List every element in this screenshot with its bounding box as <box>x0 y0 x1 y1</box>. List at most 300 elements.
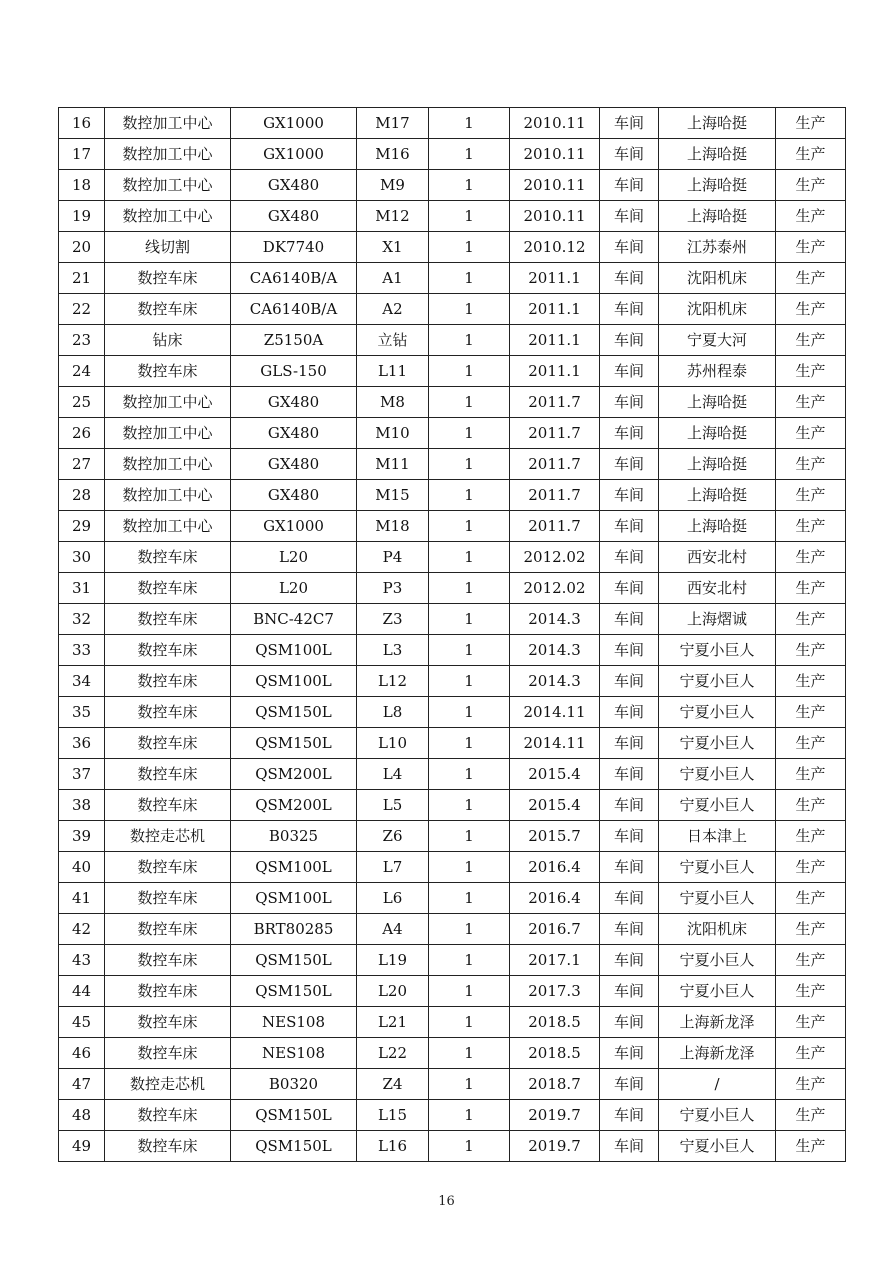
cell-equipment-name: 数控车床 <box>105 263 231 294</box>
cell-location: 车间 <box>600 573 659 604</box>
table-row <box>59 604 846 635</box>
cell-status: 生产 <box>776 852 846 883</box>
cell-location: 车间 <box>600 790 659 821</box>
cell-quantity: 1 <box>429 294 510 325</box>
cell-purchase-date: 2018.5 <box>510 1007 600 1038</box>
cell-status: 生产 <box>776 883 846 914</box>
cell-purchase-date: 2018.7 <box>510 1069 600 1100</box>
table-row <box>59 511 846 542</box>
cell-status: 生产 <box>776 387 846 418</box>
table-row <box>59 139 846 170</box>
cell-manufacturer: 上海哈挺 <box>659 108 776 139</box>
cell-quantity: 1 <box>429 170 510 201</box>
cell-equipment-code: M15 <box>357 480 429 511</box>
cell-status: 生产 <box>776 945 846 976</box>
cell-location: 车间 <box>600 821 659 852</box>
cell-manufacturer: 上海哈挺 <box>659 449 776 480</box>
cell-location: 车间 <box>600 139 659 170</box>
cell-purchase-date: 2014.11 <box>510 728 600 759</box>
cell-manufacturer: 西安北村 <box>659 573 776 604</box>
cell-status: 生产 <box>776 1069 846 1100</box>
cell-equipment-code: L4 <box>357 759 429 790</box>
table-row <box>59 1069 846 1100</box>
cell-location: 车间 <box>600 1100 659 1131</box>
cell-purchase-date: 2011.1 <box>510 294 600 325</box>
cell-quantity: 1 <box>429 1100 510 1131</box>
cell-manufacturer: 上海哈挺 <box>659 418 776 449</box>
cell-purchase-date: 2011.1 <box>510 356 600 387</box>
cell-equipment-code: L19 <box>357 945 429 976</box>
cell-status: 生产 <box>776 728 846 759</box>
cell-purchase-date: 2011.7 <box>510 418 600 449</box>
cell-purchase-date: 2011.7 <box>510 511 600 542</box>
cell-model: NES108 <box>231 1038 357 1069</box>
cell-equipment-name: 数控车床 <box>105 666 231 697</box>
cell-equipment-code: M10 <box>357 418 429 449</box>
cell-manufacturer: 宁夏小巨人 <box>659 883 776 914</box>
cell-location: 车间 <box>600 1069 659 1100</box>
cell-equipment-code: 立钻 <box>357 325 429 356</box>
cell-status: 生产 <box>776 325 846 356</box>
cell-quantity: 1 <box>429 449 510 480</box>
cell-manufacturer: 宁夏大河 <box>659 325 776 356</box>
table-row <box>59 759 846 790</box>
cell-purchase-date: 2016.4 <box>510 883 600 914</box>
cell-location: 车间 <box>600 883 659 914</box>
cell-model: QSM150L <box>231 1131 357 1162</box>
cell-status: 生产 <box>776 666 846 697</box>
cell-equipment-name: 数控加工中心 <box>105 139 231 170</box>
cell-equipment-name: 数控加工中心 <box>105 480 231 511</box>
cell-equipment-code: L21 <box>357 1007 429 1038</box>
table-row <box>59 387 846 418</box>
cell-equipment-code: L22 <box>357 1038 429 1069</box>
cell-equipment-name: 数控车床 <box>105 573 231 604</box>
cell-equipment-code: Z3 <box>357 604 429 635</box>
cell-manufacturer: 沈阳机床 <box>659 914 776 945</box>
cell-equipment-name: 数控车床 <box>105 790 231 821</box>
cell-location: 车间 <box>600 387 659 418</box>
cell-status: 生产 <box>776 449 846 480</box>
cell-equipment-name: 数控车床 <box>105 728 231 759</box>
cell-equipment-code: L7 <box>357 852 429 883</box>
cell-location: 车间 <box>600 108 659 139</box>
cell-quantity: 1 <box>429 480 510 511</box>
cell-model: QSM200L <box>231 790 357 821</box>
cell-purchase-date: 2016.7 <box>510 914 600 945</box>
cell-purchase-date: 2010.11 <box>510 170 600 201</box>
cell-purchase-date: 2011.7 <box>510 480 600 511</box>
cell-status: 生产 <box>776 542 846 573</box>
cell-status: 生产 <box>776 1100 846 1131</box>
cell-quantity: 1 <box>429 914 510 945</box>
cell-equipment-code: A1 <box>357 263 429 294</box>
cell-equipment-name: 数控车床 <box>105 635 231 666</box>
cell-serial-number: 27 <box>59 449 105 480</box>
cell-purchase-date: 2011.7 <box>510 449 600 480</box>
cell-equipment-name: 数控车床 <box>105 1100 231 1131</box>
cell-equipment-code: X1 <box>357 232 429 263</box>
cell-status: 生产 <box>776 294 846 325</box>
cell-location: 车间 <box>600 170 659 201</box>
cell-equipment-name: 数控加工中心 <box>105 201 231 232</box>
cell-manufacturer: 西安北村 <box>659 542 776 573</box>
cell-status: 生产 <box>776 1038 846 1069</box>
cell-model: Z5150A <box>231 325 357 356</box>
cell-purchase-date: 2014.11 <box>510 697 600 728</box>
cell-status: 生产 <box>776 139 846 170</box>
cell-location: 车间 <box>600 1038 659 1069</box>
cell-status: 生产 <box>776 201 846 232</box>
cell-manufacturer: 上海哈挺 <box>659 480 776 511</box>
cell-serial-number: 26 <box>59 418 105 449</box>
table-row <box>59 914 846 945</box>
cell-quantity: 1 <box>429 945 510 976</box>
cell-equipment-code: M11 <box>357 449 429 480</box>
cell-status: 生产 <box>776 1007 846 1038</box>
cell-location: 车间 <box>600 604 659 635</box>
cell-serial-number: 16 <box>59 108 105 139</box>
cell-equipment-name: 数控车床 <box>105 945 231 976</box>
cell-model: GX480 <box>231 387 357 418</box>
cell-equipment-code: L3 <box>357 635 429 666</box>
cell-serial-number: 17 <box>59 139 105 170</box>
cell-equipment-code: L11 <box>357 356 429 387</box>
cell-manufacturer: 江苏泰州 <box>659 232 776 263</box>
cell-equipment-code: Z6 <box>357 821 429 852</box>
cell-purchase-date: 2011.1 <box>510 263 600 294</box>
cell-equipment-name: 数控加工中心 <box>105 418 231 449</box>
cell-status: 生产 <box>776 511 846 542</box>
cell-status: 生产 <box>776 697 846 728</box>
cell-manufacturer: 沈阳机床 <box>659 294 776 325</box>
cell-equipment-code: M18 <box>357 511 429 542</box>
table-row <box>59 852 846 883</box>
cell-manufacturer: 上海新龙泽 <box>659 1038 776 1069</box>
cell-purchase-date: 2010.11 <box>510 108 600 139</box>
table-row <box>59 666 846 697</box>
cell-manufacturer: 上海哈挺 <box>659 170 776 201</box>
cell-equipment-name: 数控车床 <box>105 883 231 914</box>
cell-serial-number: 40 <box>59 852 105 883</box>
cell-serial-number: 36 <box>59 728 105 759</box>
cell-quantity: 1 <box>429 666 510 697</box>
cell-manufacturer: 宁夏小巨人 <box>659 945 776 976</box>
cell-equipment-code: P4 <box>357 542 429 573</box>
table-row <box>59 573 846 604</box>
table-row <box>59 883 846 914</box>
cell-manufacturer: 宁夏小巨人 <box>659 666 776 697</box>
cell-manufacturer: 宁夏小巨人 <box>659 976 776 1007</box>
cell-location: 车间 <box>600 480 659 511</box>
cell-status: 生产 <box>776 914 846 945</box>
cell-status: 生产 <box>776 573 846 604</box>
cell-status: 生产 <box>776 356 846 387</box>
cell-manufacturer: 宁夏小巨人 <box>659 728 776 759</box>
cell-equipment-name: 数控车床 <box>105 604 231 635</box>
cell-location: 车间 <box>600 201 659 232</box>
cell-quantity: 1 <box>429 573 510 604</box>
table-row <box>59 108 846 139</box>
cell-serial-number: 39 <box>59 821 105 852</box>
cell-purchase-date: 2019.7 <box>510 1131 600 1162</box>
cell-model: GX480 <box>231 201 357 232</box>
cell-model: GX1000 <box>231 108 357 139</box>
cell-equipment-code: L10 <box>357 728 429 759</box>
table-row <box>59 542 846 573</box>
cell-quantity: 1 <box>429 201 510 232</box>
cell-quantity: 1 <box>429 263 510 294</box>
cell-purchase-date: 2015.4 <box>510 790 600 821</box>
cell-model: GX480 <box>231 170 357 201</box>
cell-purchase-date: 2018.5 <box>510 1038 600 1069</box>
cell-model: BNC-42C7 <box>231 604 357 635</box>
cell-location: 车间 <box>600 666 659 697</box>
cell-quantity: 1 <box>429 852 510 883</box>
cell-serial-number: 46 <box>59 1038 105 1069</box>
cell-manufacturer: 宁夏小巨人 <box>659 635 776 666</box>
cell-equipment-code: M8 <box>357 387 429 418</box>
cell-equipment-name: 数控车床 <box>105 914 231 945</box>
table-row <box>59 170 846 201</box>
cell-manufacturer: 宁夏小巨人 <box>659 1131 776 1162</box>
cell-equipment-name: 数控加工中心 <box>105 511 231 542</box>
cell-model: L20 <box>231 542 357 573</box>
table-row <box>59 1038 846 1069</box>
cell-serial-number: 48 <box>59 1100 105 1131</box>
cell-quantity: 1 <box>429 1038 510 1069</box>
cell-model: B0320 <box>231 1069 357 1100</box>
cell-serial-number: 28 <box>59 480 105 511</box>
cell-model: QSM100L <box>231 635 357 666</box>
cell-location: 车间 <box>600 418 659 449</box>
cell-serial-number: 34 <box>59 666 105 697</box>
table-row <box>59 232 846 263</box>
table-row <box>59 449 846 480</box>
cell-location: 车间 <box>600 1007 659 1038</box>
cell-equipment-code: L12 <box>357 666 429 697</box>
cell-equipment-name: 数控车床 <box>105 1131 231 1162</box>
cell-equipment-code: M16 <box>357 139 429 170</box>
table-row <box>59 728 846 759</box>
cell-model: QSM150L <box>231 728 357 759</box>
cell-serial-number: 21 <box>59 263 105 294</box>
cell-serial-number: 41 <box>59 883 105 914</box>
cell-model: QSM100L <box>231 852 357 883</box>
cell-manufacturer: 宁夏小巨人 <box>659 790 776 821</box>
cell-equipment-name: 数控车床 <box>105 852 231 883</box>
cell-model: DK7740 <box>231 232 357 263</box>
table-row <box>59 945 846 976</box>
cell-manufacturer: 宁夏小巨人 <box>659 852 776 883</box>
cell-serial-number: 44 <box>59 976 105 1007</box>
cell-location: 车间 <box>600 697 659 728</box>
cell-equipment-name: 数控车床 <box>105 1007 231 1038</box>
cell-purchase-date: 2010.11 <box>510 201 600 232</box>
cell-model: QSM150L <box>231 697 357 728</box>
cell-model: GX1000 <box>231 139 357 170</box>
cell-model: B0325 <box>231 821 357 852</box>
cell-equipment-name: 数控车床 <box>105 356 231 387</box>
cell-purchase-date: 2010.11 <box>510 139 600 170</box>
cell-status: 生产 <box>776 790 846 821</box>
cell-serial-number: 24 <box>59 356 105 387</box>
cell-equipment-name: 数控加工中心 <box>105 387 231 418</box>
cell-manufacturer: 上海哈挺 <box>659 511 776 542</box>
cell-quantity: 1 <box>429 697 510 728</box>
cell-manufacturer: 宁夏小巨人 <box>659 759 776 790</box>
cell-model: GX480 <box>231 449 357 480</box>
cell-equipment-code: M12 <box>357 201 429 232</box>
cell-purchase-date: 2012.02 <box>510 573 600 604</box>
table-row <box>59 1100 846 1131</box>
cell-quantity: 1 <box>429 821 510 852</box>
cell-equipment-code: L6 <box>357 883 429 914</box>
cell-purchase-date: 2015.7 <box>510 821 600 852</box>
cell-equipment-name: 数控车床 <box>105 294 231 325</box>
cell-equipment-name: 数控加工中心 <box>105 449 231 480</box>
table-row <box>59 821 846 852</box>
cell-serial-number: 32 <box>59 604 105 635</box>
cell-serial-number: 33 <box>59 635 105 666</box>
cell-purchase-date: 2016.4 <box>510 852 600 883</box>
cell-location: 车间 <box>600 635 659 666</box>
cell-equipment-name: 数控走芯机 <box>105 1069 231 1100</box>
cell-equipment-code: A4 <box>357 914 429 945</box>
cell-model: CA6140B/A <box>231 263 357 294</box>
cell-status: 生产 <box>776 108 846 139</box>
cell-serial-number: 38 <box>59 790 105 821</box>
cell-status: 生产 <box>776 480 846 511</box>
cell-equipment-code: A2 <box>357 294 429 325</box>
cell-quantity: 1 <box>429 387 510 418</box>
cell-location: 车间 <box>600 914 659 945</box>
cell-quantity: 1 <box>429 759 510 790</box>
cell-serial-number: 47 <box>59 1069 105 1100</box>
cell-manufacturer: 上海新龙泽 <box>659 1007 776 1038</box>
table-body <box>59 108 846 1162</box>
cell-equipment-name: 数控车床 <box>105 542 231 573</box>
cell-quantity: 1 <box>429 139 510 170</box>
cell-equipment-name: 数控车床 <box>105 1038 231 1069</box>
cell-purchase-date: 2014.3 <box>510 666 600 697</box>
cell-model: NES108 <box>231 1007 357 1038</box>
cell-manufacturer: / <box>659 1069 776 1100</box>
equipment-table <box>58 107 846 1162</box>
cell-manufacturer: 上海哈挺 <box>659 387 776 418</box>
cell-manufacturer: 苏州程泰 <box>659 356 776 387</box>
cell-status: 生产 <box>776 232 846 263</box>
table-row <box>59 1007 846 1038</box>
cell-quantity: 1 <box>429 728 510 759</box>
cell-status: 生产 <box>776 170 846 201</box>
cell-quantity: 1 <box>429 232 510 263</box>
cell-model: QSM150L <box>231 1100 357 1131</box>
cell-location: 车间 <box>600 325 659 356</box>
cell-equipment-name: 数控车床 <box>105 759 231 790</box>
cell-quantity: 1 <box>429 542 510 573</box>
cell-status: 生产 <box>776 418 846 449</box>
cell-model: QSM100L <box>231 883 357 914</box>
table-row <box>59 697 846 728</box>
table-row <box>59 790 846 821</box>
cell-status: 生产 <box>776 604 846 635</box>
cell-serial-number: 23 <box>59 325 105 356</box>
cell-quantity: 1 <box>429 976 510 1007</box>
cell-equipment-code: L20 <box>357 976 429 1007</box>
cell-purchase-date: 2011.7 <box>510 387 600 418</box>
cell-model: GLS-150 <box>231 356 357 387</box>
cell-model: QSM100L <box>231 666 357 697</box>
table-row <box>59 263 846 294</box>
cell-manufacturer: 上海熠诚 <box>659 604 776 635</box>
cell-equipment-code: L5 <box>357 790 429 821</box>
cell-quantity: 1 <box>429 1007 510 1038</box>
cell-purchase-date: 2014.3 <box>510 604 600 635</box>
cell-quantity: 1 <box>429 511 510 542</box>
cell-manufacturer: 上海哈挺 <box>659 201 776 232</box>
table-row <box>59 294 846 325</box>
cell-quantity: 1 <box>429 635 510 666</box>
cell-quantity: 1 <box>429 883 510 914</box>
cell-serial-number: 43 <box>59 945 105 976</box>
cell-location: 车间 <box>600 976 659 1007</box>
cell-equipment-name: 数控走芯机 <box>105 821 231 852</box>
cell-purchase-date: 2011.1 <box>510 325 600 356</box>
cell-location: 车间 <box>600 232 659 263</box>
page-number: 16 <box>438 1194 455 1209</box>
cell-equipment-name: 数控加工中心 <box>105 108 231 139</box>
cell-equipment-name: 数控加工中心 <box>105 170 231 201</box>
cell-location: 车间 <box>600 728 659 759</box>
cell-equipment-name: 钻床 <box>105 325 231 356</box>
cell-quantity: 1 <box>429 604 510 635</box>
cell-quantity: 1 <box>429 356 510 387</box>
table-row <box>59 356 846 387</box>
cell-serial-number: 31 <box>59 573 105 604</box>
cell-location: 车间 <box>600 294 659 325</box>
table-row <box>59 976 846 1007</box>
cell-model: GX480 <box>231 418 357 449</box>
table-row <box>59 201 846 232</box>
cell-serial-number: 20 <box>59 232 105 263</box>
cell-model: GX480 <box>231 480 357 511</box>
cell-serial-number: 35 <box>59 697 105 728</box>
cell-purchase-date: 2014.3 <box>510 635 600 666</box>
cell-model: QSM200L <box>231 759 357 790</box>
cell-quantity: 1 <box>429 418 510 449</box>
cell-manufacturer: 上海哈挺 <box>659 139 776 170</box>
cell-equipment-code: L16 <box>357 1131 429 1162</box>
cell-purchase-date: 2010.12 <box>510 232 600 263</box>
cell-manufacturer: 日本津上 <box>659 821 776 852</box>
cell-model: CA6140B/A <box>231 294 357 325</box>
cell-status: 生产 <box>776 821 846 852</box>
cell-equipment-code: M17 <box>357 108 429 139</box>
cell-serial-number: 19 <box>59 201 105 232</box>
cell-location: 车间 <box>600 356 659 387</box>
cell-manufacturer: 沈阳机床 <box>659 263 776 294</box>
cell-quantity: 1 <box>429 325 510 356</box>
cell-serial-number: 29 <box>59 511 105 542</box>
cell-model: GX1000 <box>231 511 357 542</box>
cell-equipment-code: Z4 <box>357 1069 429 1100</box>
cell-status: 生产 <box>776 976 846 1007</box>
cell-equipment-code: L15 <box>357 1100 429 1131</box>
cell-serial-number: 45 <box>59 1007 105 1038</box>
cell-location: 车间 <box>600 852 659 883</box>
cell-quantity: 1 <box>429 108 510 139</box>
